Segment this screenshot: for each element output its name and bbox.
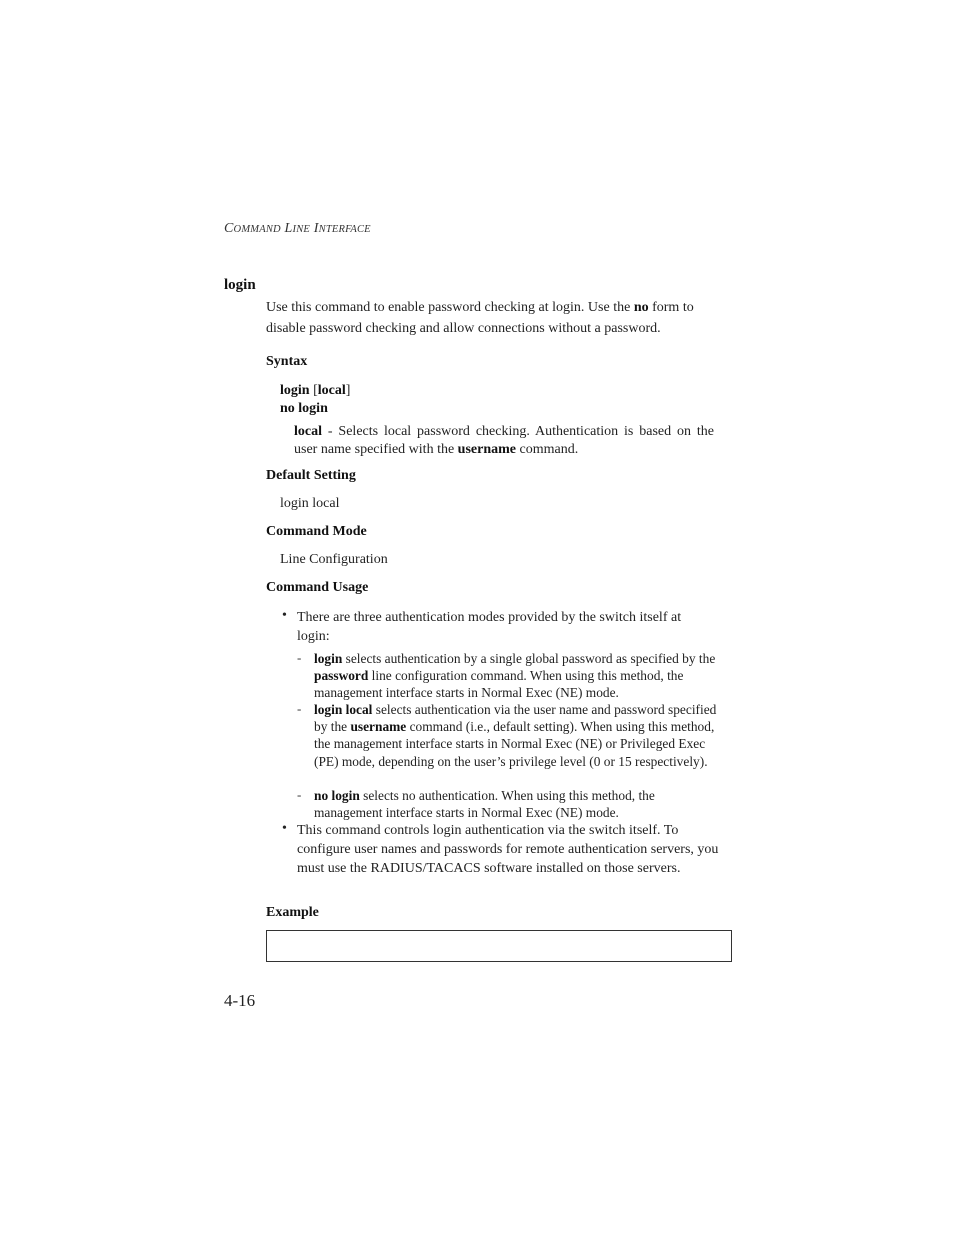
example-code-box	[266, 930, 732, 962]
default-setting-heading: Default Setting	[266, 468, 356, 483]
page-number: 4-16	[224, 991, 256, 1010]
parameter-description: local - Selects local password checking. Authentication is based on the user name specified with the username command.	[294, 424, 714, 457]
command-usage-heading: Command Usage	[266, 580, 369, 595]
usage-sub-item-no-login: no login selects no authentication. When using this method, the management interface starts in Normal Exec (NE) mode.	[314, 788, 655, 821]
example-heading: Example	[266, 905, 319, 920]
default-setting-value: login local	[280, 496, 340, 511]
dash-mark: -	[297, 650, 302, 665]
dash-mark: -	[297, 701, 302, 716]
usage-bullet-1: There are three authentication modes provided by the switch itself at login:	[297, 610, 682, 644]
command-mode-heading: Command Mode	[266, 524, 367, 539]
syntax-heading: Syntax	[266, 354, 308, 369]
syntax-line-login: login [local]	[280, 383, 351, 398]
command-title: login	[224, 277, 256, 293]
bullet-mark: •	[282, 608, 287, 623]
command-description: Use this command to enable password checking at login. Use the no form to disable password checking and allow connections without a password.	[266, 300, 694, 336]
running-head: COMMAND LINE INTERFACE	[224, 221, 371, 236]
usage-sub-item-login-local: login local selects authentication via the user name and password specified by the username command (i.e., default setting). When using this method, the management interface starts in Normal Exec (NE) or Privileged Exec (PE) mode, depending on the user’s privilege level (0 or 15 respectively).	[314, 702, 717, 769]
syntax-line-no-login: no login	[280, 401, 328, 416]
dash-mark: -	[297, 787, 302, 802]
usage-bullet-2: This command controls login authentication via the switch itself. To configure user names and passwords for remote authentication servers, you must use the RADIUS/TACACS software installed on those servers.	[297, 823, 719, 876]
bullet-mark: •	[282, 821, 287, 836]
usage-sub-item-login: login selects authentication by a single global password as specified by the password line configuration command. When using this method, the management interface starts in Normal Exec (NE) mode.	[314, 651, 716, 701]
command-mode-value: Line Configuration	[280, 552, 388, 567]
